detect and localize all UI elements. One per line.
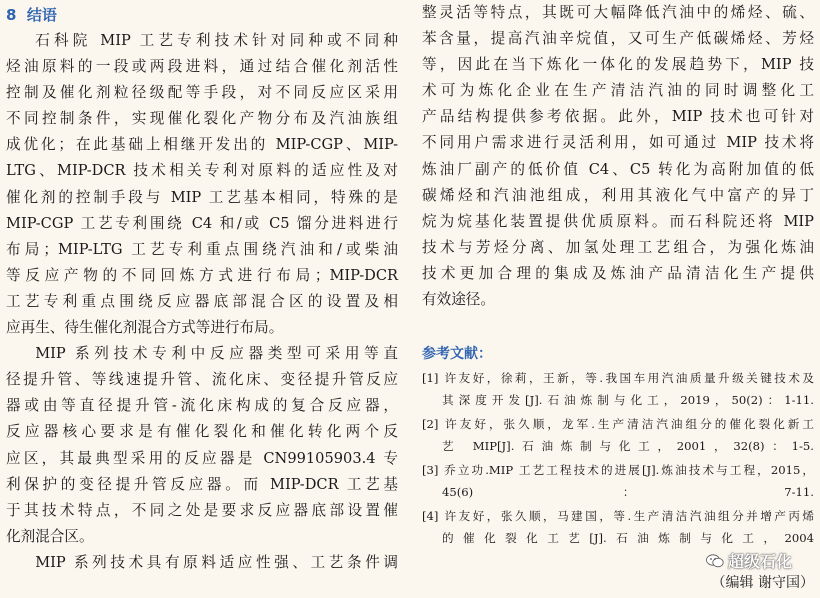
text-line: 碳烯烃和汽油池组成，利用其液化气中富产的异丁 [422, 186, 814, 204]
reference-item [422, 506, 814, 549]
text-line: 烷为烷基化装置提供优质原料。而石科院还将 MIP [422, 212, 814, 230]
text-line: 利保护的变径提升管反应器。而 MIP-DCR 工艺基 [6, 475, 398, 493]
reference-item [422, 460, 814, 503]
text-line: 技术更加合理的集成及炼油产品清洁化生产提供 [422, 264, 814, 282]
text-line: 不同用户需求进行灵活利用，如可通过 MIP 技术将 [422, 134, 814, 152]
paragraph-continued [422, 0, 814, 313]
text-line: 石科院 MIP 工艺专利技术针对同种或不同种 [35, 32, 398, 49]
text-line: LTG、MIP-DCR 技术相关专利对原料的适应性及对 [6, 162, 398, 180]
text-line: 控制及催化剂粒径级配等手段，对不同反应区采用 [6, 84, 398, 102]
text-line: 应区，其最典型采用的反应器是 CN99105903.4 专 [6, 449, 398, 467]
text-line: 布局；MIP-LTG 工艺专利重点围绕汽油和/或柴油 [6, 240, 398, 258]
reference-line: 艺 MIP[J].石油炼制与化工，2001，32(8)：1-5. [442, 438, 814, 453]
text-line: 产品结构提供参考依据。此外，MIP 技术也可针对 [422, 108, 814, 126]
reference-line: [4] 许友好，张久顺，马建国，等.生产清洁汽油组分并增产丙烯 [422, 509, 814, 524]
text-line: 成优化；在此基础上相继开发出的 MIP-CGP、MIP- [6, 136, 398, 154]
text-line: 等反应产物的不同回炼方式进行布局；MIP-DCR [6, 266, 398, 284]
section-title: 结语 [26, 6, 57, 24]
right-column [422, 0, 814, 549]
text-line: MIP 系列技术专利中反应器类型可采用等直 [35, 345, 398, 363]
text-line: 术可为炼化企业在生产清洁汽油的同时调整化工 [422, 82, 814, 100]
paragraph-1 [6, 28, 398, 341]
wechat-icon [706, 554, 724, 568]
text-line: 应再生、待生催化剂混合方式等进行布局。 [6, 319, 284, 337]
text-line: 苯含量，提高汽油辛烷值，又可生产低碳烯烃、芳烃 [422, 30, 814, 48]
paragraph-3 [6, 550, 398, 576]
text-line: MIP 系列技术具有原料适应性强、工艺条件调 [35, 553, 398, 571]
text-line: 反应器核心要求是有催化裂化和催化转化两个反 [6, 423, 398, 441]
text-line: MIP-CGP 工艺专利围绕 C4 和/或 C5 馏分进料进行 [6, 214, 398, 232]
section-heading [6, 2, 398, 28]
reference-item [422, 414, 814, 457]
text-line: 器或由等直径提升管-流化床构成的复合反应器， [6, 397, 398, 415]
reference-line: [2] 许友好，张久顺，龙军.生产清洁汽油组分的催化裂化新工 [422, 417, 814, 432]
text-line: 技术与芳烃分离、加氢处理工艺组合，为强化炼油 [422, 238, 814, 256]
reference-item [422, 368, 814, 411]
text-line: 工艺专利重点围绕反应器底部混合区的设置及相 [6, 292, 398, 310]
references-heading: 参考文献： [422, 346, 492, 363]
editor-credit: （编辑 谢守国） [711, 575, 814, 591]
reference-line: [1] 许友好，徐莉，王新，等.我国车用汽油质量升级关键技术及 [422, 371, 814, 386]
reference-line: 的催化裂化工艺[J].石油炼制与化工，2004 [442, 530, 814, 545]
text-line: 等，因此在当下炼化一体化的发展趋势下，MIP 技 [422, 56, 814, 74]
text-line: 不同控制条件，实现催化裂化产物分布及汽油族组 [6, 110, 398, 128]
section-number: 8 [6, 6, 17, 24]
left-column [6, 0, 398, 576]
text-line: 整灵活等特点，其既可大幅降低汽油中的烯烃、硫、 [422, 4, 814, 21]
text-line: 化剂混合区。 [6, 527, 94, 545]
reference-line: 45(6)：7-11. [442, 484, 814, 499]
watermark [706, 549, 792, 572]
text-line: 催化剂的控制手段与 MIP 工艺基本相同，特殊的是 [6, 188, 398, 206]
text-line: 有效途径。 [422, 291, 495, 309]
reference-line: 其深度开发[J].石油炼制与化工，2019，50(2)：1-11. [442, 392, 814, 407]
watermark-text: 超级石化 [727, 552, 792, 571]
reference-line: [3] 乔立功.MIP 工艺工程技术的进展[J].炼油技术与工程，2015， [422, 463, 814, 478]
text-line: 径提升管、等线速提升管、流化床、变径提升管反应 [6, 371, 398, 389]
text-line: 于其技术特点，不同之处是要求反应器底部设置催 [6, 501, 398, 519]
text-line: 炼油厂副产的低价值 C4、C5 转化为高附加值的低 [422, 160, 814, 178]
text-line: 烃油原料的一段或两段进料，通过结合催化剂活性 [6, 58, 398, 76]
paragraph-2 [6, 341, 398, 550]
